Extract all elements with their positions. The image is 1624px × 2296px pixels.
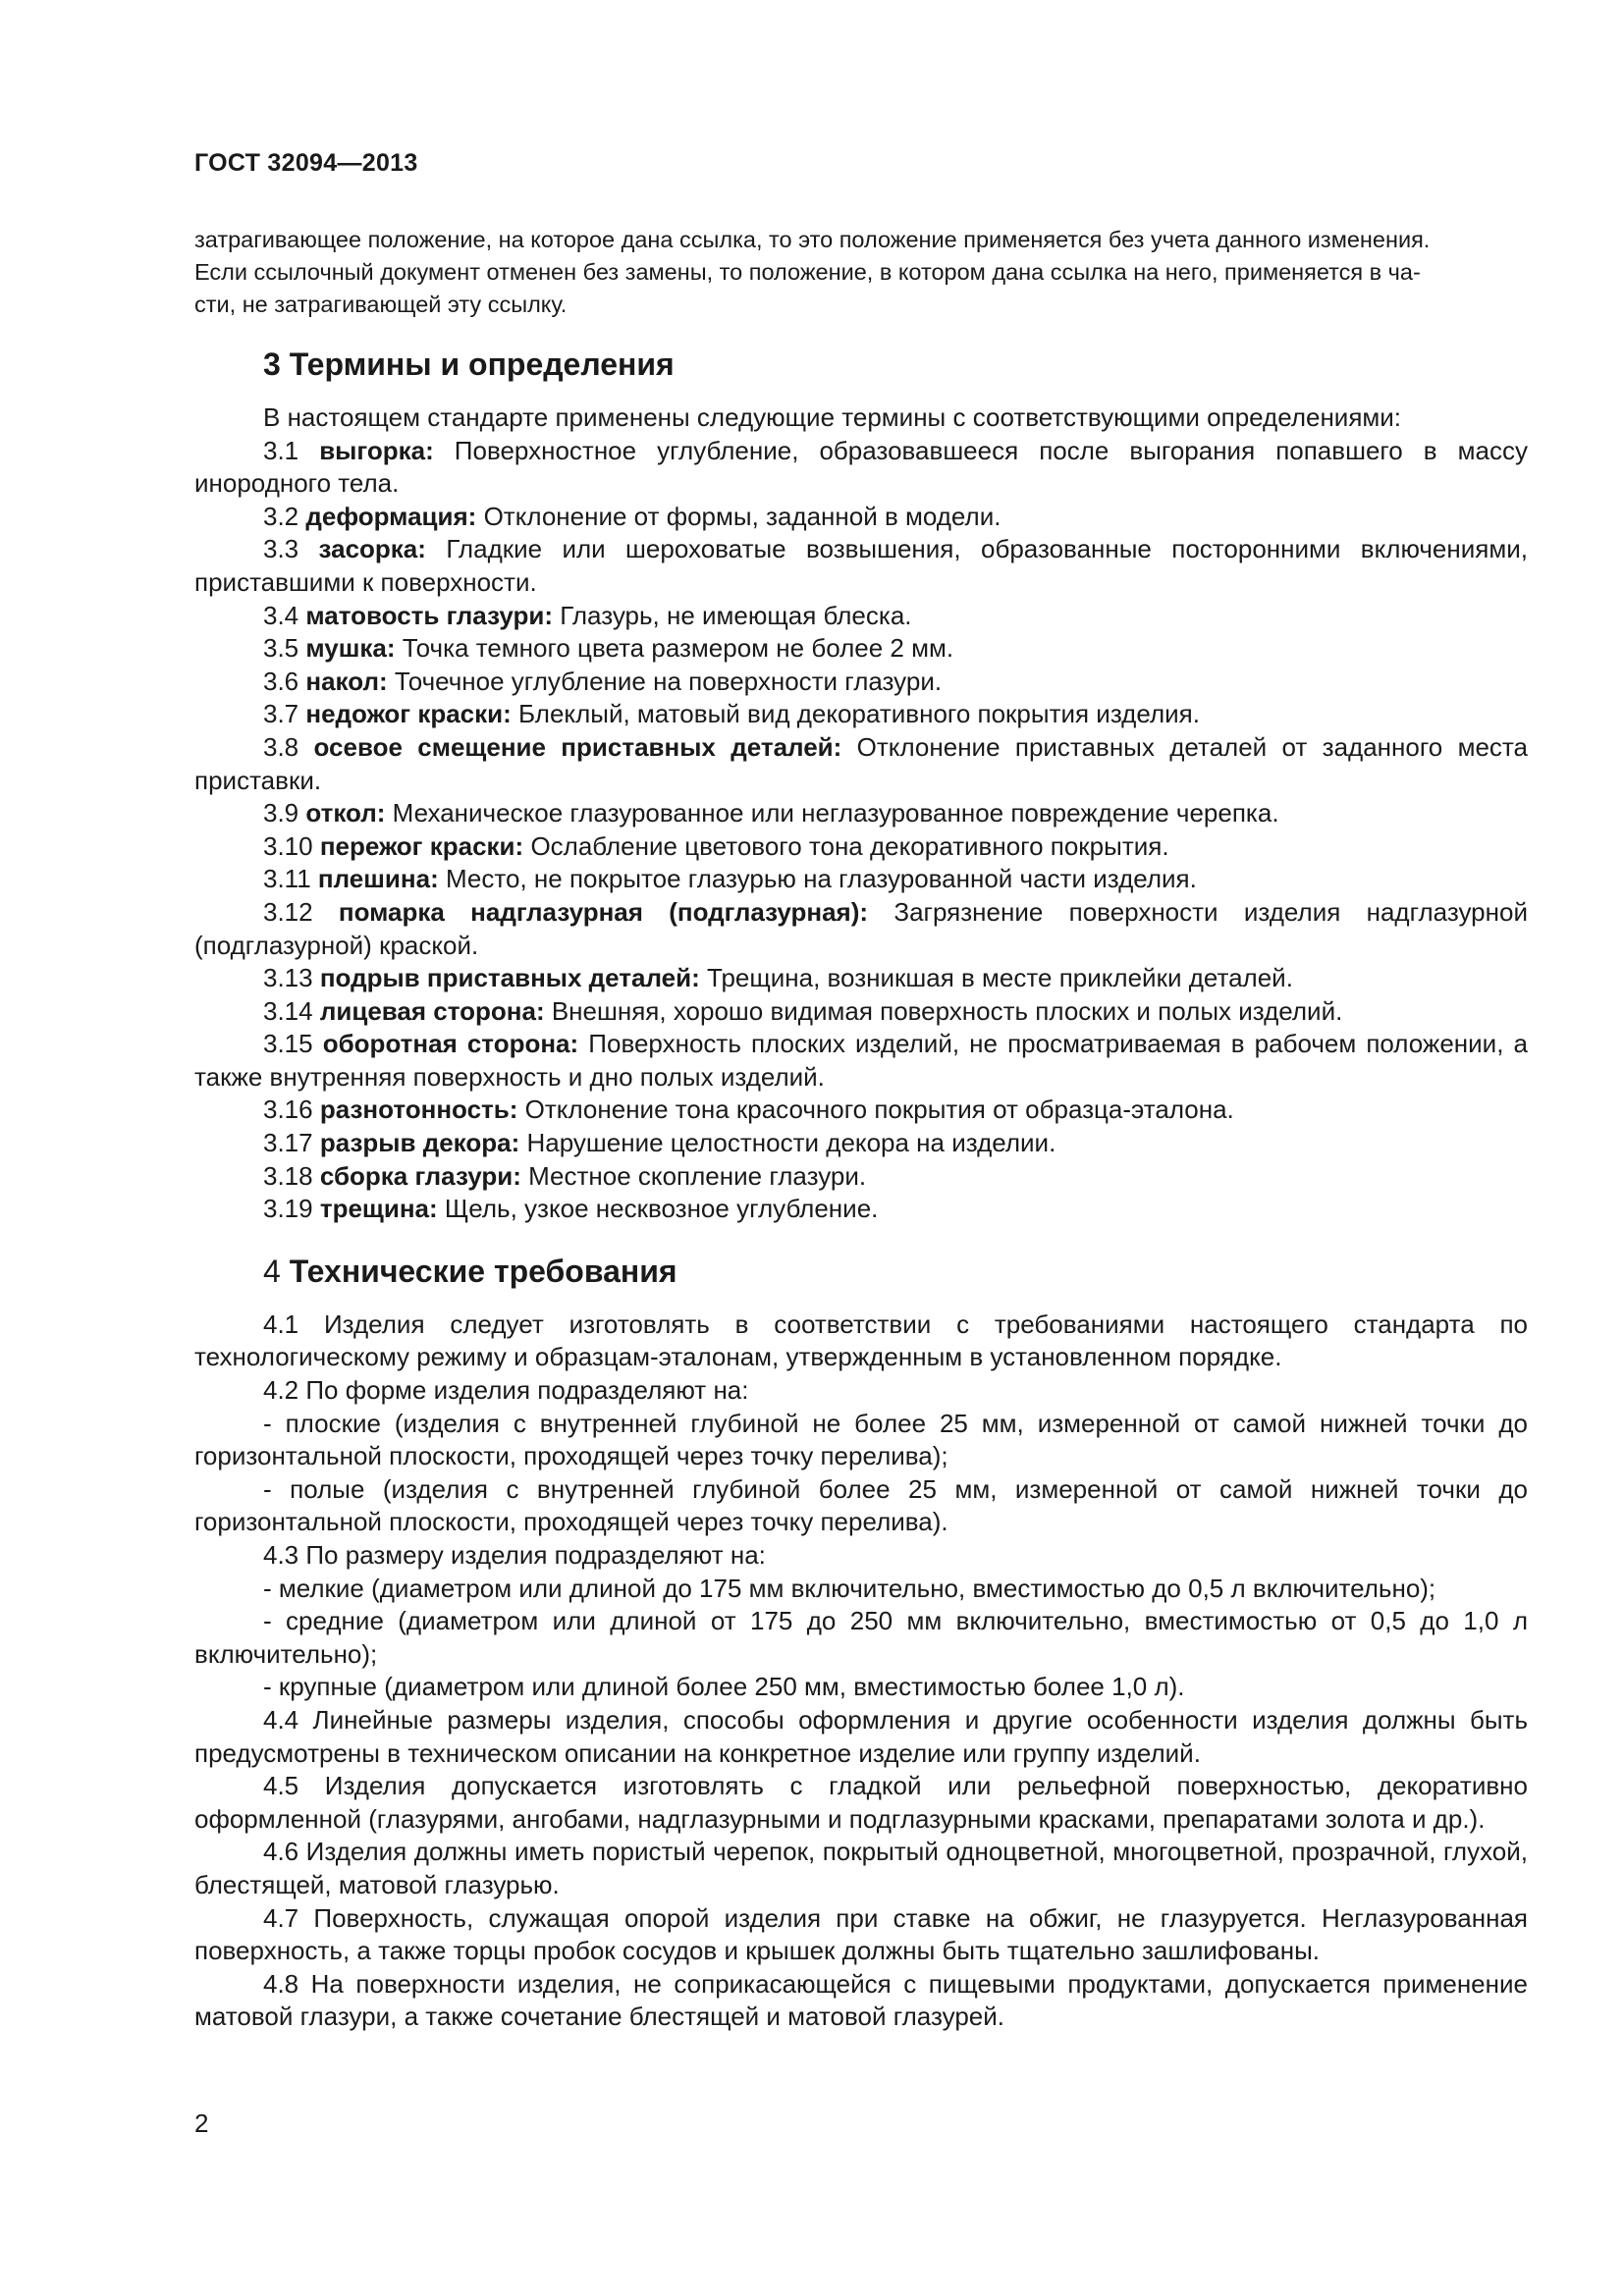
term-definition (194, 600, 1528, 633)
term-text: Трещина, возникшая в месте приклейки деталей. (707, 963, 1293, 993)
term-text: Внешняя, хорошо видимая поверхность плоских и полых изделий. (551, 995, 1343, 1026)
section-4-title-text: Технические требования (289, 1253, 677, 1289)
requirements-list (194, 1308, 1528, 2034)
term-definition (194, 533, 1528, 599)
term-number: 3.19 (263, 1194, 313, 1224)
term-definition (194, 666, 1528, 699)
term-number: 3.3 (263, 534, 299, 564)
term-text: Загрязнение поверхности изделия надглазурной (подглазурной) краской. (194, 896, 1528, 960)
term-definition (194, 435, 1528, 501)
term-text: Блеклый, матовый вид декоративного покрытия изделия. (518, 699, 1200, 729)
term-number: 3.1 (263, 435, 299, 465)
term-text: Ослабление цветового тона декоративного покрытия. (530, 830, 1169, 861)
requirement-paragraph: 4.6 Изделия должны иметь пористый черепок, покрытый одноцветной, многоцветной, прозрачной, глухой, блестящей, матовой глазурью. (194, 1837, 1528, 1899)
term-number: 3.17 (263, 1128, 313, 1158)
requirement-paragraph: 4.8 На поверхности изделия, не соприкасающейся с пищевыми продуктами, допускается применение матовой глазури, а также сочетание блестящей и матовой глазурей. (194, 1968, 1528, 2032)
section-3-title: 3 Термины и определения (263, 347, 675, 382)
requirement-paragraph: 4.4 Линейные размеры изделия, способы оформления и другие особенности изделия должны быть предусмотрены в техническом описании на конкретное изделие или группу изделий. (194, 1704, 1528, 1768)
term-name: осевое смещение приставных деталей: (313, 731, 842, 762)
requirement-paragraph: 4.3 По размеру изделия подразделяют на: (263, 1540, 766, 1570)
term-number: 3.16 (263, 1095, 313, 1125)
requirement-paragraph: 4.2 По форме изделия подразделяют на: (263, 1375, 749, 1406)
term-text: Отклонение приставных деталей от заданного места приставки. (194, 731, 1528, 795)
term-definition (194, 863, 1528, 896)
terms-list (194, 435, 1528, 1226)
document-body (194, 224, 1528, 2034)
term-name: трещина: (319, 1194, 438, 1224)
term-number: 3.15 (263, 1029, 313, 1059)
requirement-paragraph: - полые (изделия с внутренней глубиной более 25 мм, измеренной от самой нижней точки до горизонтальной плоскости, проходящей через точку перелива). (194, 1473, 1528, 1537)
term-name: деформация: (305, 501, 477, 531)
term-definition (194, 731, 1528, 797)
intro-line-2: Если ссылочный документ отменен без замены, то положение, в котором дана ссылка на него, применяется в ча- (194, 259, 1421, 285)
term-text: Механическое глазурованное или неглазурованное повреждение черепка. (392, 798, 1279, 828)
term-number: 3.8 (263, 731, 299, 762)
term-number: 3.5 (263, 633, 299, 664)
term-name: недожог краски: (305, 699, 512, 729)
term-text: Местное скопление глазури. (528, 1160, 867, 1191)
term-number: 3.14 (263, 995, 313, 1026)
term-definition (194, 1160, 1528, 1194)
term-name: разнотонность: (319, 1095, 518, 1125)
requirement-paragraph: 4.1 Изделия следует изготовлять в соответствии с требованиями настоящего стандарта по технологическому режиму и образцам-эталонам, утвержденным в установленном порядке. (194, 1308, 1528, 1372)
term-name: разрыв декора: (319, 1128, 520, 1158)
term-number: 3.2 (263, 501, 299, 531)
requirement-paragraph: - крупные (диаметром или длиной более 250 мм, вместимостью более 1,0 л). (263, 1672, 1185, 1702)
term-text: Отклонение от формы, заданной в модели. (483, 501, 1001, 531)
requirement-paragraph: 4.7 Поверхность, служащая опорой изделия при ставке на обжиг, не глазуруется. Неглазурованная поверхность, а также торцы пробок сосудов и крышек должны быть тщательно зашлифованы. (194, 1902, 1528, 1966)
term-name: оборотная сторона: (322, 1029, 579, 1059)
term-text: Поверхностное углубление, образовавшееся после выгорания попавшего в массу инородного тела. (194, 435, 1528, 499)
term-name: сборка глазури: (319, 1160, 521, 1191)
term-text: Место, не покрытое глазурью на глазурованной части изделия. (445, 864, 1197, 894)
term-number: 3.7 (263, 699, 299, 729)
term-name: выгорка: (319, 435, 434, 465)
term-name: откол: (305, 798, 386, 828)
term-text: Глазурь, не имеющая блеска. (560, 600, 912, 630)
term-definition (194, 698, 1528, 731)
document-code-header: ГОСТ 32094—2013 (194, 149, 418, 177)
page-number: 2 (194, 2109, 209, 2138)
term-name: лицевая сторона: (319, 995, 545, 1026)
term-name: накол: (305, 666, 388, 696)
term-definition (194, 830, 1528, 864)
term-number: 3.9 (263, 798, 299, 828)
term-text: Отклонение тона красочного покрытия от образца-эталона. (524, 1095, 1234, 1125)
section-4-title (194, 1252, 1528, 1291)
term-number: 3.6 (263, 666, 299, 696)
term-text: Поверхность плоских изделий, не просматриваемая в рабочем положении, а также внутренняя поверхность и дно полых изделий. (194, 1029, 1528, 1092)
term-definition (194, 962, 1528, 995)
term-text: Гладкие или шероховатые возвышения, образованные посторонними включениями, приставшими к поверхности. (194, 534, 1528, 597)
requirement-paragraph: - мелкие (диаметром или длиной до 175 мм включительно, вместимостью до 0,5 л включительно); (263, 1573, 1436, 1603)
term-text: Точка темного цвета размером не более 2 мм. (402, 633, 954, 664)
term-name: подрыв приставных деталей: (319, 963, 700, 993)
term-text: Точечное углубление на поверхности глазури. (394, 666, 943, 696)
requirement-paragraph: - плоские (изделия с внутренней глубиной не более 25 мм, измеренной от самой нижней точки до горизонтальной плоскости, проходящей через точку перелива); (194, 1408, 1528, 1471)
term-definition (194, 995, 1528, 1029)
term-name: плешина: (317, 864, 439, 894)
term-name: засорка: (318, 534, 426, 564)
term-definition (194, 1028, 1528, 1094)
term-name: пережог краски: (319, 830, 524, 861)
intro-line-3: сти, не затрагивающей эту ссылку. (194, 292, 568, 317)
term-name: помарка надглазурная (подглазурная): (338, 896, 869, 927)
term-number: 3.12 (263, 896, 313, 927)
section-4-number: 4 (263, 1253, 281, 1289)
term-text: Щель, узкое несквозное углубление. (444, 1194, 879, 1224)
term-definition (194, 1094, 1528, 1127)
term-definition (194, 1127, 1528, 1160)
term-name: матовость глазури: (305, 600, 553, 630)
term-number: 3.18 (263, 1160, 313, 1191)
term-number: 3.10 (263, 830, 313, 861)
term-number: 3.11 (263, 864, 311, 894)
term-name: мушка: (305, 633, 396, 664)
intro-line-1: затрагивающее положение, на которое дана ссылка, то это положение применяется без учета данного изменения. (194, 227, 1431, 252)
requirement-paragraph: 4.5 Изделия допускается изготовлять с гладкой или рельефной поверхностью, декоративно оформленной (глазурями, ангобами, надглазурными и подглазурными красками, препаратами золота и др.). (194, 1771, 1528, 1834)
term-definition (194, 797, 1528, 830)
term-number: 3.4 (263, 600, 299, 630)
term-definition (194, 896, 1528, 962)
requirement-paragraph: - средние (диаметром или длиной от 175 до 250 мм включительно, вместимостью от 0,5 до 1,0 л включительно); (194, 1606, 1528, 1669)
term-definition (194, 1193, 1528, 1226)
term-text: Нарушение целостности декора на изделии. (526, 1128, 1056, 1158)
term-number: 3.13 (263, 963, 313, 993)
section-3-intro: В настоящем стандарте применены следующие термины с соответствующими определениями: (263, 402, 1402, 432)
term-definition (194, 501, 1528, 534)
term-definition (194, 632, 1528, 666)
